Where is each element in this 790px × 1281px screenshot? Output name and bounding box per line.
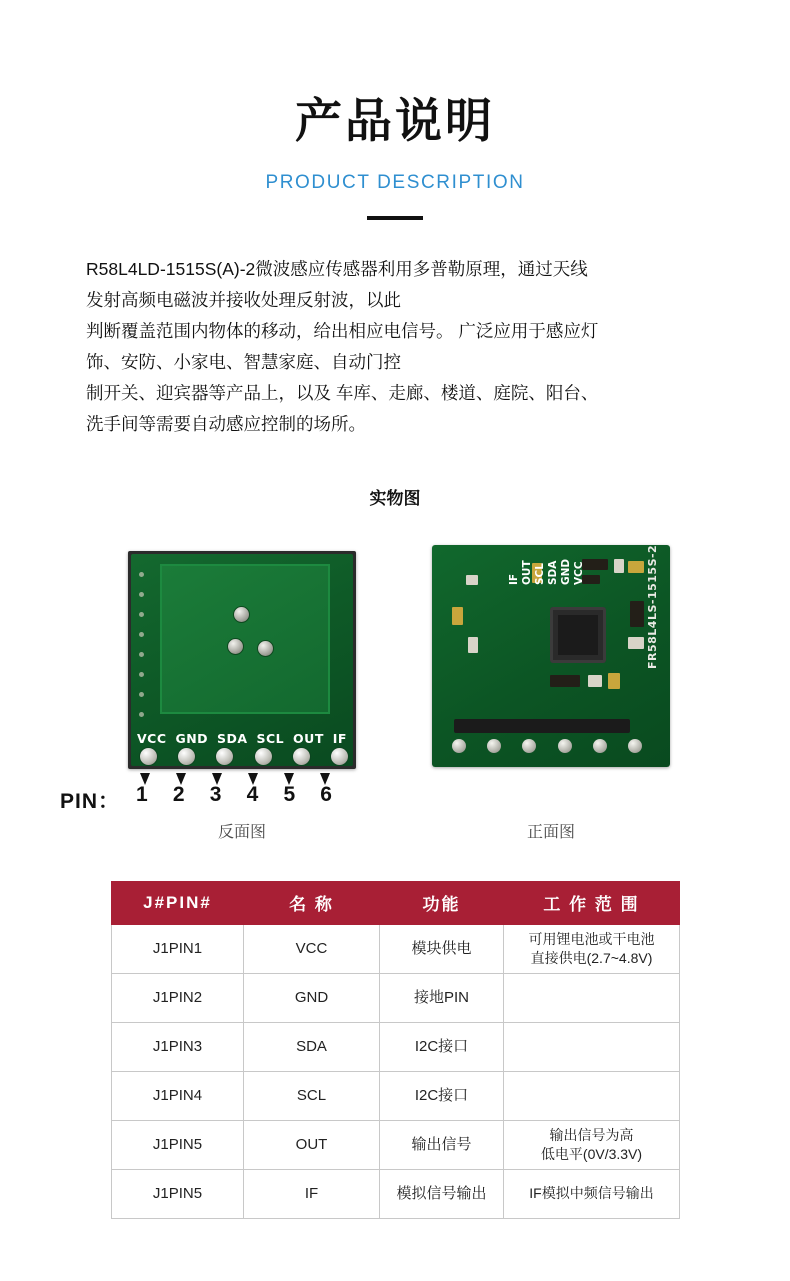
pin-number-1: 1 bbox=[136, 782, 148, 806]
connector-strip bbox=[454, 719, 630, 733]
test-pad bbox=[257, 640, 274, 657]
cell-name: IF bbox=[244, 1169, 380, 1218]
pin-definition-table-wrapper bbox=[111, 881, 679, 1219]
cell-function: 模拟信号输出 bbox=[380, 1169, 504, 1218]
cell-pin: J1PIN4 bbox=[112, 1071, 244, 1120]
via-dots bbox=[139, 572, 149, 732]
cell-function: 模块供电 bbox=[380, 924, 504, 973]
pcb-back-image bbox=[128, 551, 356, 769]
silk-label-sda: SDA bbox=[216, 730, 248, 746]
cell-pin: J1PIN3 bbox=[112, 1022, 244, 1071]
header-block bbox=[0, 0, 790, 220]
antenna-patch bbox=[160, 564, 330, 714]
description-block bbox=[86, 254, 704, 440]
cell-range: 输出信号为高 低电平(0V/3.3V) bbox=[504, 1120, 680, 1169]
pin-number-4: 4 bbox=[246, 782, 259, 806]
cell-range bbox=[504, 1071, 680, 1120]
silk-label-if: IF bbox=[332, 730, 347, 746]
table-header-row bbox=[112, 881, 680, 924]
pin-number-2: 2 bbox=[172, 782, 185, 806]
description-line-4: 饰、安防、小家电、智慧家庭、自动门控 bbox=[86, 351, 401, 372]
silk-label-vcc: VCC bbox=[137, 730, 167, 746]
cell-name: SDA bbox=[244, 1022, 380, 1071]
front-solder-pads bbox=[452, 739, 642, 753]
cell-range: 可用锂电池或干电池 直接供电(2.7~4.8V) bbox=[504, 924, 680, 973]
test-pad bbox=[233, 606, 250, 623]
table-row bbox=[112, 924, 680, 973]
pin-number-3: 3 bbox=[209, 782, 222, 806]
silk-pin-names bbox=[508, 559, 586, 585]
table-row bbox=[112, 1022, 680, 1071]
description-line-3: 判断覆盖范围内物体的移动，给出相应电信号。 广泛应用于感应灯 bbox=[86, 320, 599, 341]
pin-number-5: 5 bbox=[283, 782, 296, 806]
column-header-range: 工 作 范 围 bbox=[504, 881, 680, 924]
product-photos bbox=[0, 537, 790, 867]
silk-label-scl: SCL bbox=[256, 730, 285, 746]
pin-number-row bbox=[136, 783, 332, 807]
test-pad bbox=[227, 638, 244, 655]
cell-pin: J1PIN2 bbox=[112, 973, 244, 1022]
column-header-pin: J#PIN# bbox=[112, 881, 244, 924]
cell-function: I2C接口 bbox=[380, 1071, 504, 1120]
pcb-front-caption: 正面图 bbox=[526, 823, 575, 841]
cell-name: OUT bbox=[244, 1120, 380, 1169]
pin-number-6: 6 bbox=[320, 782, 332, 806]
pin-legend-label: PIN： bbox=[60, 789, 121, 813]
cell-pin: J1PIN5 bbox=[112, 1120, 244, 1169]
description-line-2: 发射高频电磁波并接收处理反射波，以此 bbox=[86, 289, 401, 310]
cell-pin: J1PIN5 bbox=[112, 1169, 244, 1218]
silk-pin-names-text: IF OUT SCL SDA GND VCC bbox=[508, 558, 585, 585]
pcb-front-image bbox=[432, 545, 670, 767]
cell-range bbox=[504, 1022, 680, 1071]
cell-range: IF模拟中频信号输出 bbox=[504, 1169, 680, 1218]
column-header-name: 名 称 bbox=[244, 881, 380, 924]
pin-definition-table bbox=[111, 881, 680, 1219]
title-divider bbox=[367, 216, 423, 220]
pcb-back-caption: 反面图 bbox=[217, 823, 266, 841]
description-line-5: 制开关、迎宾器等产品上，以及 车库、走廊、楼道、庭院、阳台、 bbox=[86, 382, 599, 403]
silk-part-number: FR58L4LS-1515S-2 bbox=[646, 544, 659, 669]
cell-function: 接地PIN bbox=[380, 973, 504, 1022]
description-line-6: 洗手间等需要自动感应控制的场所。 bbox=[86, 413, 366, 434]
cell-range bbox=[504, 973, 680, 1022]
silk-label-out: OUT bbox=[293, 730, 324, 746]
cell-pin: J1PIN1 bbox=[112, 924, 244, 973]
table-row bbox=[112, 1169, 680, 1218]
silk-label-gnd: GND bbox=[175, 730, 209, 746]
cell-function: I2C接口 bbox=[380, 1022, 504, 1071]
description-line-1: R58L4LD-1515S(A)-2微波感应传感器利用多普勒原理，通过天线 bbox=[86, 258, 588, 279]
cell-name: SCL bbox=[244, 1071, 380, 1120]
solder-pads-row bbox=[139, 744, 349, 766]
mcu-chip bbox=[550, 607, 606, 663]
table-row bbox=[112, 1071, 680, 1120]
page-subtitle: PRODUCT DESCRIPTION bbox=[265, 171, 525, 193]
cell-name: VCC bbox=[244, 924, 380, 973]
page-title: 产品说明 bbox=[295, 94, 495, 149]
photos-section-label: 实物图 bbox=[369, 488, 421, 508]
cell-function: 输出信号 bbox=[380, 1120, 504, 1169]
cell-name: GND bbox=[244, 973, 380, 1022]
column-header-function: 功能 bbox=[380, 881, 504, 924]
table-row bbox=[112, 973, 680, 1022]
table-row bbox=[112, 1120, 680, 1169]
